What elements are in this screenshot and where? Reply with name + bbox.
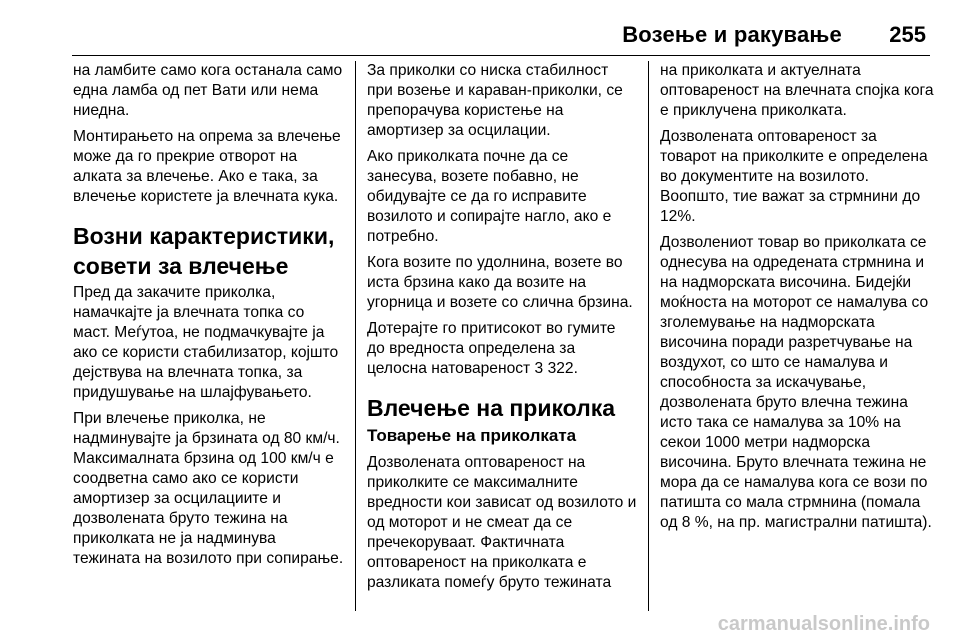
- page-header: [0, 0, 960, 56]
- text-column-3: [660, 61, 934, 539]
- text-column-1: [73, 61, 345, 575]
- watermark: carmanualsonline.info: [717, 613, 930, 635]
- paragraph: При влечење приколка, не надминувајте ја брзината од 80 км/ч. Максималната брзина од 100 км/ч е соодветна само ако се користи амортизер за осцилациите и дозволената бруто тежина на приколката не ја надминува тежината на возилото при сопирање.: [73, 410, 344, 567]
- subsection-heading: Товарење на приколката: [367, 426, 577, 445]
- column-divider: [648, 61, 649, 611]
- section-heading: Возни карактеристики, совети за влечење: [73, 223, 335, 279]
- section-title: Возење и ракување: [622, 22, 842, 47]
- column-divider: [355, 61, 356, 611]
- paragraph: Ако приколката почне да се занесува, возете побавно, не обидувајте се да го исправите возилото и сопирајте нагло, ако е потребно.: [367, 148, 612, 245]
- paragraph: Дозволената оптовареност на приколките се максималните вредности кои зависат од возилото и од моторот и не смеат да се пречекоруваат. Фактичната оптовареност на приколката е разликата помеѓу бруто тежината: [367, 454, 637, 591]
- page-number: 255: [889, 22, 926, 47]
- text-column-2: [367, 61, 637, 599]
- paragraph: За приколки со ниска стабилност при возење и караван-приколки, се препорачува користење на амортизер за осцилации.: [367, 62, 623, 139]
- paragraph: Дозволениот товар во приколката се однесува на одредената стрмнина и на надморската височина. Бидејќи моќноста на моторот се намалува со зголемување на надморската височина поради разретчување на воздухот, со што се намалува и способноста за искачување, дозволената бруто влечна тежина исто така се намалува за 10% на секои 1000 метри надморска височина. Бруто влечната тежина не мора да се намалува кога се вози по патишта со мала стрмнина (помала од 8 %, на пр. магистрални патишта).: [660, 234, 932, 531]
- paragraph: Дозволената оптовареност за товарот на приколките е определена во документите на возилото. Воопшто, тие важат за стрмнини до 12%.: [660, 128, 928, 225]
- paragraph: Кога возите по удолнина, возете во иста брзина како да возите на угорница и возете со слична брзина.: [367, 254, 633, 311]
- paragraph: на приколката и актуелната оптовареност на влечната спојка кога е приклучена приколката.: [660, 62, 934, 119]
- paragraph: Монтирањето на опрема за влечење може да го прекрие отворот на алката за влечење. Ако е така, за влечење користете ја влечната кука.: [73, 128, 341, 205]
- paragraph: [367, 319, 637, 379]
- header-rule: [72, 55, 930, 56]
- paragraph: на ламбите само кога останала само една ламба од пет Вати или нема ниедна.: [73, 62, 343, 119]
- section-heading: Влечење на приколка: [367, 395, 616, 421]
- page-reference[interactable]: 322.: [547, 360, 578, 377]
- paragraph: Пред да закачите приколка, намачкајте ја влечната топка со маст. Меѓутоа, не подмачкувајте ја ако се користи стабилизатор, којшто дејствува на влечната топка, за придушување на шлајфувањето.: [73, 284, 339, 401]
- page-reference-icon: 3: [534, 360, 544, 377]
- paragraph-text: Дотерајте го притисокот во гумите до вредноста определена за целосна натовареност: [367, 320, 616, 377]
